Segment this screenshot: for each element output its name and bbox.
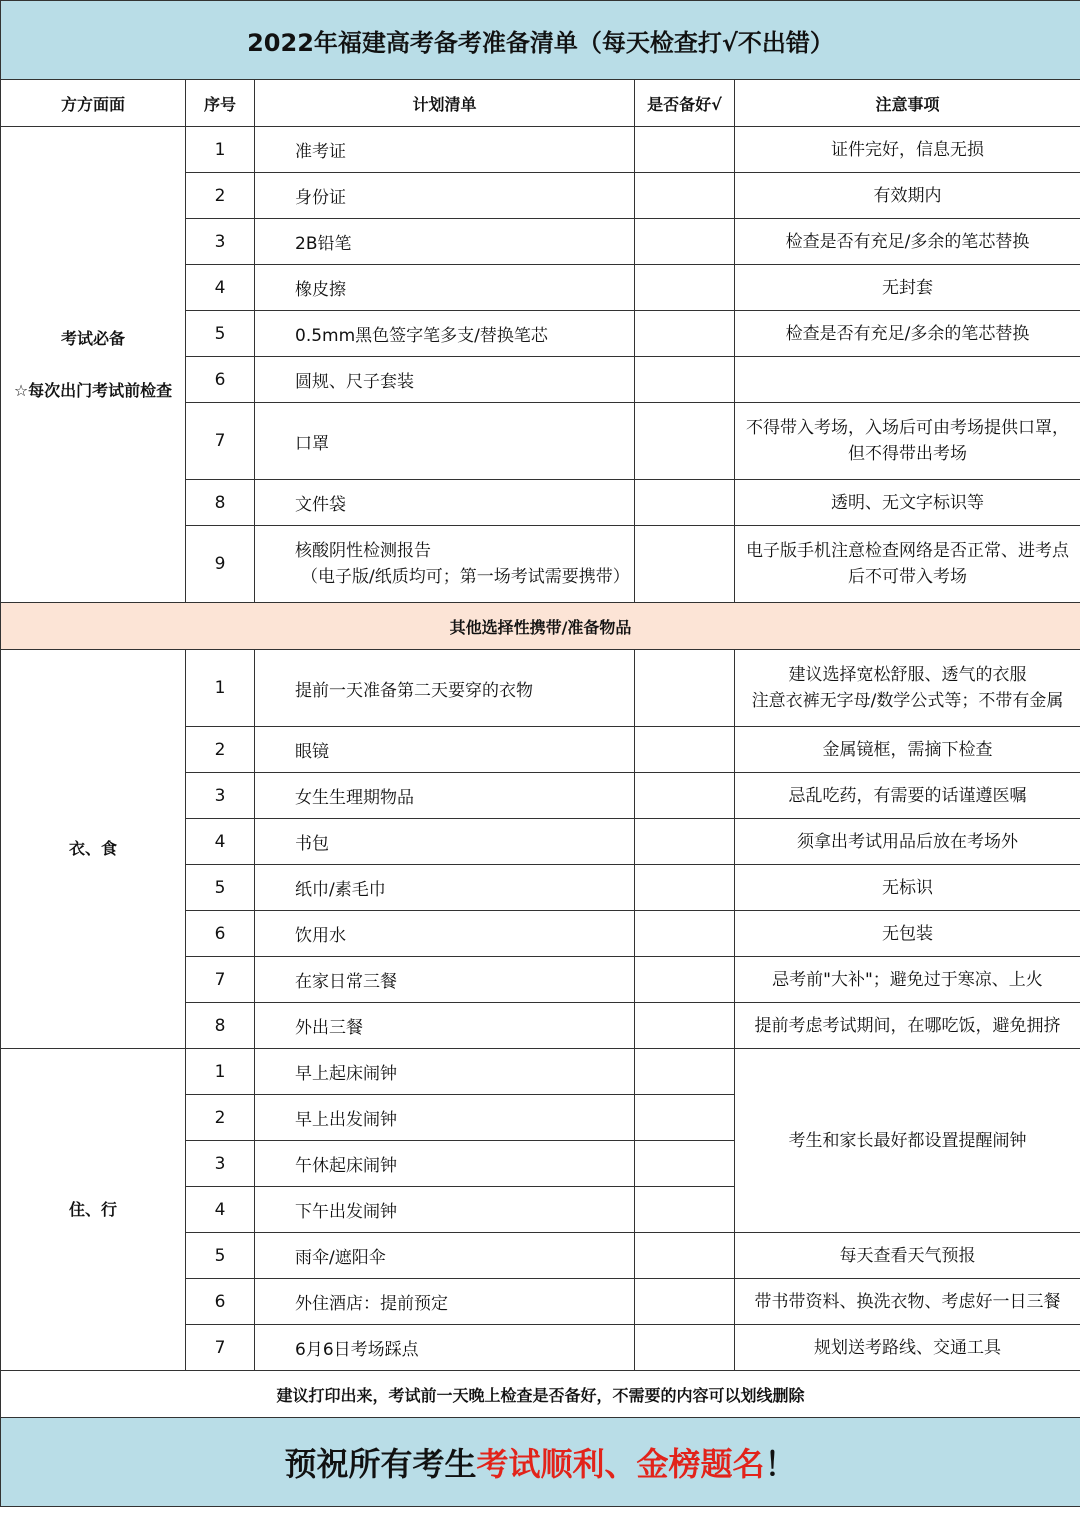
ready-checkbox-cell[interactable] [635, 526, 735, 603]
category-note: ☆每次出门考试前检查 [13, 380, 173, 400]
plan-line: 核酸阴性检测报告 [295, 541, 431, 561]
note-cell: 规划送考路线、交通工具 [735, 1325, 1080, 1371]
note-line: 但不得带出考场 [848, 444, 967, 464]
plan-item: 早上起床闹钟 [255, 1049, 635, 1095]
plan-item: 外住酒店：提前预定 [255, 1279, 635, 1325]
plan-item: 口罩 [255, 403, 635, 480]
row-index: 5 [186, 1233, 255, 1279]
row-index: 8 [186, 480, 255, 526]
plan-item: 准考证 [255, 127, 635, 173]
plan-item: 饮用水 [255, 911, 635, 957]
note-cell: 金属镜框，需摘下检查 [735, 727, 1080, 773]
ready-checkbox-cell[interactable] [635, 173, 735, 219]
plan-item: 下午出发闹钟 [255, 1187, 635, 1233]
row-index: 1 [186, 1049, 255, 1095]
note-cell: 忌乱吃药，有需要的话谨遵医嘱 [735, 773, 1080, 819]
category-label: 衣、食 [1, 650, 186, 1049]
note-cell: 每天查看天气预报 [735, 1233, 1080, 1279]
plan-item: 雨伞/遮阳伞 [255, 1233, 635, 1279]
note-cell: 检查是否有充足/多余的笔芯替换 [735, 219, 1080, 265]
footer-text-red: 考试顺利、金榜题名 [476, 1445, 765, 1483]
ready-checkbox-cell[interactable] [635, 865, 735, 911]
note-cell [735, 357, 1080, 403]
print-tip: 建议打印出来，考试前一天晚上检查是否备好，不需要的内容可以划线删除 [1, 1371, 1080, 1418]
note-cell [735, 526, 1080, 603]
ready-checkbox-cell[interactable] [635, 1187, 735, 1233]
row-index: 4 [186, 1187, 255, 1233]
row-index: 2 [186, 1095, 255, 1141]
row-index: 1 [186, 650, 255, 727]
footer-blessing [1, 1418, 1080, 1507]
note-cell: 须拿出考试用品后放在考场外 [735, 819, 1080, 865]
ready-checkbox-cell[interactable] [635, 357, 735, 403]
note-cell: 无标识 [735, 865, 1080, 911]
footer-text-end: ！ [764, 1445, 797, 1483]
ready-checkbox-cell[interactable] [635, 1233, 735, 1279]
ready-checkbox-cell[interactable] [635, 650, 735, 727]
row-index: 7 [186, 1325, 255, 1371]
plan-item: 纸巾/素毛巾 [255, 865, 635, 911]
note-cell [735, 403, 1080, 480]
header-notes: 注意事项 [735, 80, 1080, 127]
row-index: 3 [186, 1141, 255, 1187]
plan-item: 外出三餐 [255, 1003, 635, 1049]
row-index: 1 [186, 127, 255, 173]
plan-item: 橡皮擦 [255, 265, 635, 311]
plan-item [255, 526, 635, 603]
ready-checkbox-cell[interactable] [635, 957, 735, 1003]
note-cell: 考生和家长最好都设置提醒闹钟 [735, 1049, 1080, 1233]
ready-checkbox-cell[interactable] [635, 1141, 735, 1187]
category-label: 考试必备 [60, 328, 125, 348]
plan-item: 提前一天准备第二天要穿的衣物 [255, 650, 635, 727]
note-line: 建议选择宽松舒服、透气的衣服 [788, 665, 1027, 685]
ready-checkbox-cell[interactable] [635, 727, 735, 773]
note-line: 不得带入考场，入场后可由考场提供口罩， [746, 418, 1069, 438]
plan-item: 早上出发闹钟 [255, 1095, 635, 1141]
optional-items-band: 其他选择性携带/准备物品 [1, 603, 1080, 650]
header-row [1, 80, 1080, 127]
plan-item: 0.5mm黑色签字笔多支/替换笔芯 [255, 311, 635, 357]
row-index: 5 [186, 311, 255, 357]
page-title: 2022年福建高考备考准备清单（每天检查打√不出错） [1, 1, 1080, 80]
row-index: 5 [186, 865, 255, 911]
plan-item: 午休起床闹钟 [255, 1141, 635, 1187]
note-cell: 无包装 [735, 911, 1080, 957]
row-index: 6 [186, 357, 255, 403]
note-cell: 检查是否有充足/多余的笔芯替换 [735, 311, 1080, 357]
ready-checkbox-cell[interactable] [635, 403, 735, 480]
row-index: 7 [186, 403, 255, 480]
category-cell [1, 127, 186, 603]
row-index: 7 [186, 957, 255, 1003]
row-index: 6 [186, 1279, 255, 1325]
ready-checkbox-cell[interactable] [635, 1325, 735, 1371]
note-cell: 带书带资料、换洗衣物、考虑好一日三餐 [735, 1279, 1080, 1325]
ready-checkbox-cell[interactable] [635, 911, 735, 957]
header-ready: 是否备好√ [635, 80, 735, 127]
note-cell: 无封套 [735, 265, 1080, 311]
note-cell: 提前考虑考试期间，在哪吃饭，避免拥挤 [735, 1003, 1080, 1049]
note-line: 后不可带入考场 [848, 567, 967, 587]
note-cell [735, 650, 1080, 727]
plan-item: 文件袋 [255, 480, 635, 526]
ready-checkbox-cell[interactable] [635, 311, 735, 357]
note-cell: 有效期内 [735, 173, 1080, 219]
plan-line: （电子版/纸质均可；第一场考试需要携带） [301, 567, 630, 587]
row-index: 8 [186, 1003, 255, 1049]
table-row [1, 127, 1080, 173]
header-index: 序号 [186, 80, 255, 127]
ready-checkbox-cell[interactable] [635, 1049, 735, 1095]
ready-checkbox-cell[interactable] [635, 773, 735, 819]
ready-checkbox-cell[interactable] [635, 219, 735, 265]
plan-item: 在家日常三餐 [255, 957, 635, 1003]
plan-item: 书包 [255, 819, 635, 865]
table-row [1, 1049, 1080, 1095]
row-index: 9 [186, 526, 255, 603]
row-index: 2 [186, 173, 255, 219]
plan-item: 6月6日考场踩点 [255, 1325, 635, 1371]
ready-checkbox-cell[interactable] [635, 1279, 735, 1325]
header-plan: 计划清单 [255, 80, 635, 127]
note-line: 注意衣裤无字母/数学公式等；不带有金属 [751, 691, 1064, 711]
ready-checkbox-cell[interactable] [635, 1095, 735, 1141]
row-index: 4 [186, 265, 255, 311]
note-cell: 忌考前"大补"；避免过于寒凉、上火 [735, 957, 1080, 1003]
ready-checkbox-cell[interactable] [635, 265, 735, 311]
row-index: 6 [186, 911, 255, 957]
header-aspect: 方方面面 [1, 80, 186, 127]
ready-checkbox-cell[interactable] [635, 480, 735, 526]
row-index: 3 [186, 219, 255, 265]
ready-checkbox-cell[interactable] [635, 1003, 735, 1049]
ready-checkbox-cell[interactable] [635, 127, 735, 173]
note-line: 电子版手机注意检查网络是否正常、进考点 [746, 541, 1069, 561]
note-cell: 透明、无文字标识等 [735, 480, 1080, 526]
table-row [1, 650, 1080, 727]
note-cell: 证件完好，信息无损 [735, 127, 1080, 173]
footer-text-black: 预祝所有考生 [284, 1445, 477, 1483]
row-index: 4 [186, 819, 255, 865]
plan-item: 身份证 [255, 173, 635, 219]
plan-item: 女生生理期物品 [255, 773, 635, 819]
plan-item: 2B铅笔 [255, 219, 635, 265]
row-index: 3 [186, 773, 255, 819]
ready-checkbox-cell[interactable] [635, 819, 735, 865]
plan-item: 圆规、尺子套装 [255, 357, 635, 403]
row-index: 2 [186, 727, 255, 773]
category-label: 住、行 [1, 1049, 186, 1371]
plan-item: 眼镜 [255, 727, 635, 773]
